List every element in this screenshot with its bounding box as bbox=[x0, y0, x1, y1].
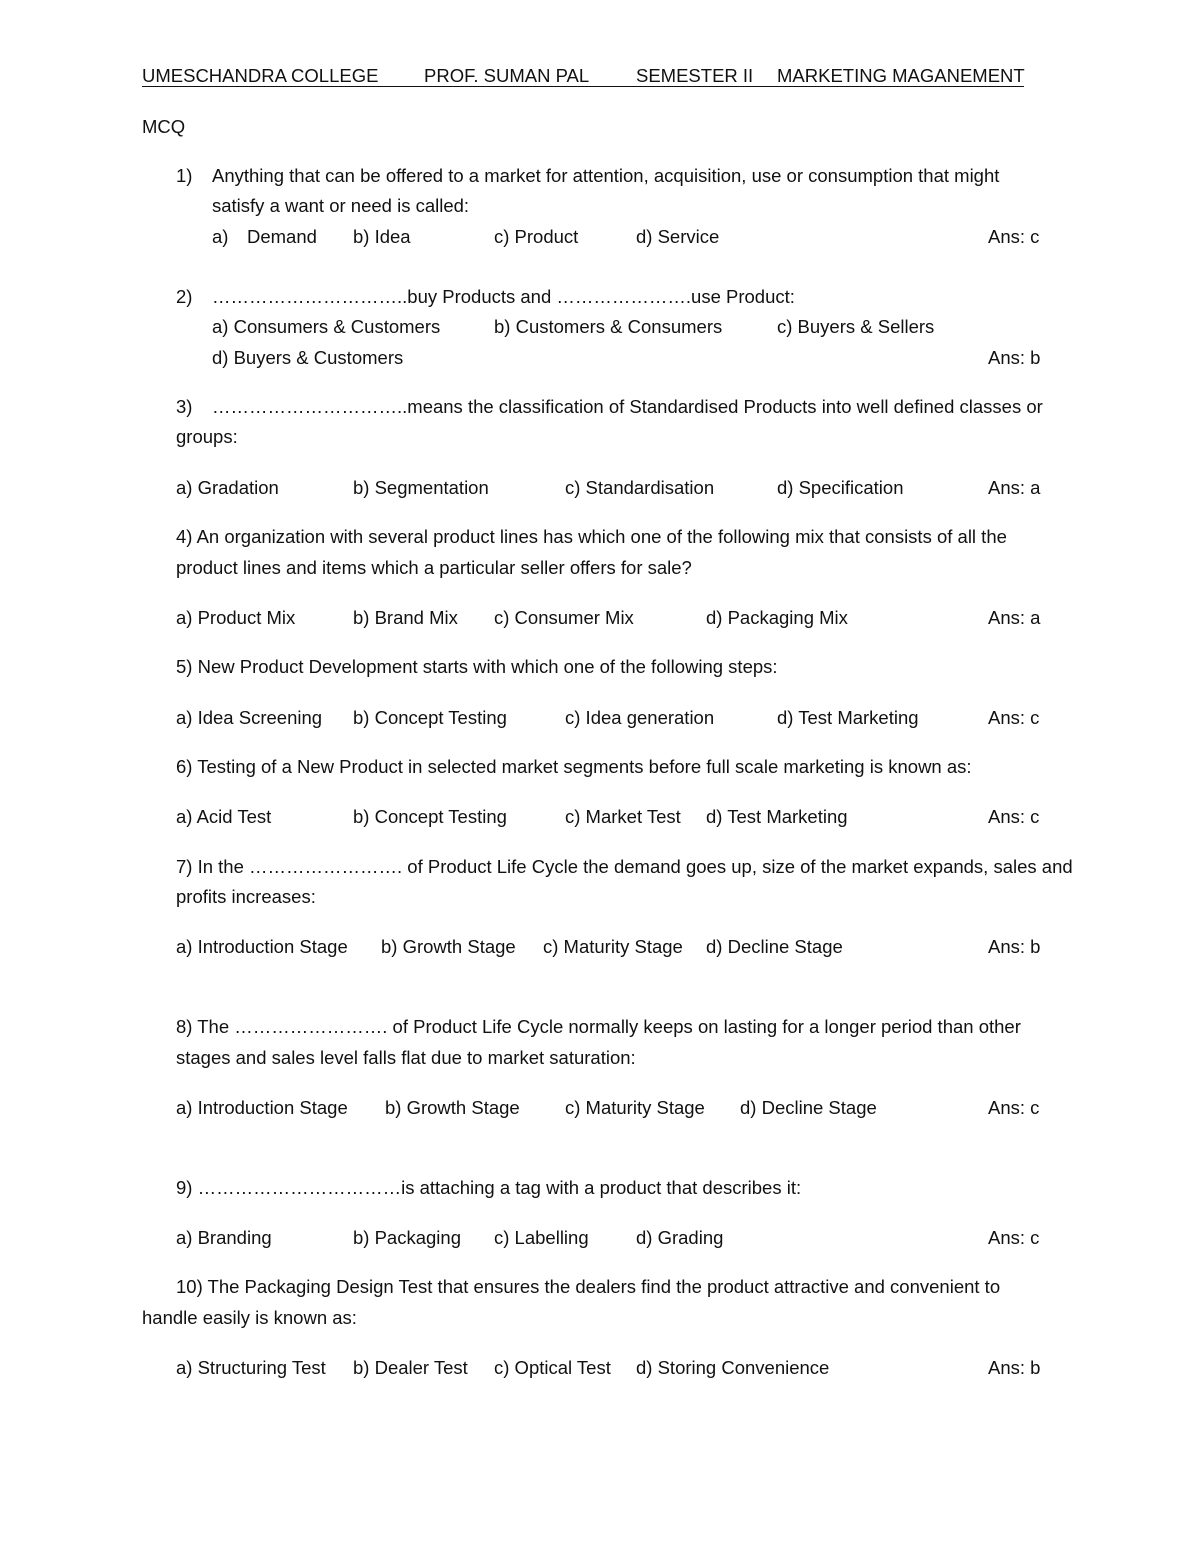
question-text: satisfy a want or need is called: bbox=[212, 195, 470, 216]
option: b) Dealer Test bbox=[353, 1357, 468, 1378]
header-subject: MARKETING MAGANEMENT bbox=[777, 65, 1025, 86]
option: b) Customers & Consumers bbox=[494, 316, 723, 337]
answer: Ans: c bbox=[988, 707, 1040, 728]
answer: Ans: c bbox=[988, 226, 1040, 247]
answer: Ans: c bbox=[988, 1227, 1040, 1248]
header-underline bbox=[142, 86, 1024, 87]
option: a) Introduction Stage bbox=[176, 936, 348, 957]
option: c) Product bbox=[494, 226, 579, 247]
question-text: product lines and items which a particular seller offers for sale? bbox=[176, 557, 692, 578]
answer: Ans: b bbox=[988, 1357, 1041, 1378]
header-college: UMESCHANDRA COLLEGE bbox=[142, 65, 379, 86]
option: d) Service bbox=[636, 226, 720, 247]
option: d) Test Marketing bbox=[777, 707, 919, 728]
answer: Ans: b bbox=[988, 936, 1041, 957]
question-text: 5) New Product Development starts with which one of the following steps: bbox=[176, 656, 778, 677]
option: a) Product Mix bbox=[176, 607, 296, 628]
question-text: Anything that can be offered to a market for attention, acquisition, use or consumption that might bbox=[212, 165, 1000, 186]
option: c) Standardisation bbox=[565, 477, 715, 498]
option: Demand bbox=[247, 226, 317, 247]
option: b) Brand Mix bbox=[353, 607, 458, 628]
option: c) Maturity Stage bbox=[565, 1097, 705, 1118]
answer: Ans: b bbox=[988, 347, 1041, 368]
option: b) Growth Stage bbox=[381, 936, 516, 957]
option: d) Packaging Mix bbox=[706, 607, 848, 628]
header-semester: SEMESTER II bbox=[636, 65, 754, 86]
option: d) Specification bbox=[777, 477, 904, 498]
option: c) Maturity Stage bbox=[543, 936, 683, 957]
question-number: 1) bbox=[176, 165, 193, 186]
option: b) Idea bbox=[353, 226, 411, 247]
option: a) Branding bbox=[176, 1227, 272, 1248]
answer: Ans: a bbox=[988, 477, 1041, 498]
option: c) Idea generation bbox=[565, 707, 715, 728]
question-text: 6) Testing of a New Product in selected market segments before full scale marketing is known as: bbox=[176, 756, 972, 777]
answer: Ans: c bbox=[988, 1097, 1040, 1118]
option: c) Optical Test bbox=[494, 1357, 611, 1378]
option: a) Acid Test bbox=[176, 806, 272, 827]
question-text: 9) ……………………………is attaching a tag with a product that describes it: bbox=[176, 1177, 802, 1198]
question-text: 7) In the ……………………. of Product Life Cycle the demand goes up, size of the market expands, sales and bbox=[176, 856, 1073, 877]
option: b) Concept Testing bbox=[353, 806, 507, 827]
option: a) Gradation bbox=[176, 477, 279, 498]
option: b) Growth Stage bbox=[385, 1097, 520, 1118]
option: a) Consumers & Customers bbox=[212, 316, 441, 337]
option: d) Decline Stage bbox=[706, 936, 843, 957]
question-text: 8) The ……………………. of Product Life Cycle normally keeps on lasting for a longer period than other bbox=[176, 1016, 1021, 1037]
question-number: 2) bbox=[176, 286, 193, 307]
answer: Ans: a bbox=[988, 607, 1041, 628]
option: d) Storing Convenience bbox=[636, 1357, 830, 1378]
option: d) Buyers & Customers bbox=[212, 347, 404, 368]
option: c) Buyers & Sellers bbox=[777, 316, 935, 337]
option: a) Introduction Stage bbox=[176, 1097, 348, 1118]
question-text: stages and sales level falls flat due to market saturation: bbox=[176, 1047, 636, 1068]
option: d) Test Marketing bbox=[706, 806, 848, 827]
question-text: …………………………..means the classification of Standardised Products into well defined classes or bbox=[212, 396, 1043, 417]
option: b) Packaging bbox=[353, 1227, 461, 1248]
question-text: handle easily is known as: bbox=[142, 1307, 357, 1328]
option: c) Labelling bbox=[494, 1227, 589, 1248]
question-text: profits increases: bbox=[176, 886, 316, 907]
option: d) Decline Stage bbox=[740, 1097, 877, 1118]
question-number: 3) bbox=[176, 396, 193, 417]
question-text: …………………………..buy Products and ………………….use Product: bbox=[212, 286, 795, 307]
option: b) Segmentation bbox=[353, 477, 489, 498]
option: b) Concept Testing bbox=[353, 707, 507, 728]
option: c) Market Test bbox=[565, 806, 681, 827]
question-text: 10) The Packaging Design Test that ensures the dealers find the product attractive and convenient to bbox=[176, 1276, 1001, 1297]
option-prefix: a) bbox=[212, 226, 229, 247]
question-text: groups: bbox=[176, 426, 238, 447]
option: a) Structuring Test bbox=[176, 1357, 326, 1378]
section-title: MCQ bbox=[142, 116, 186, 137]
option: d) Grading bbox=[636, 1227, 724, 1248]
header-professor: PROF. SUMAN PAL bbox=[424, 65, 590, 86]
answer: Ans: c bbox=[988, 806, 1040, 827]
option: a) Idea Screening bbox=[176, 707, 323, 728]
question-text: 4) An organization with several product lines has which one of the following mix that consists of all the bbox=[176, 526, 1007, 547]
option: c) Consumer Mix bbox=[494, 607, 634, 628]
